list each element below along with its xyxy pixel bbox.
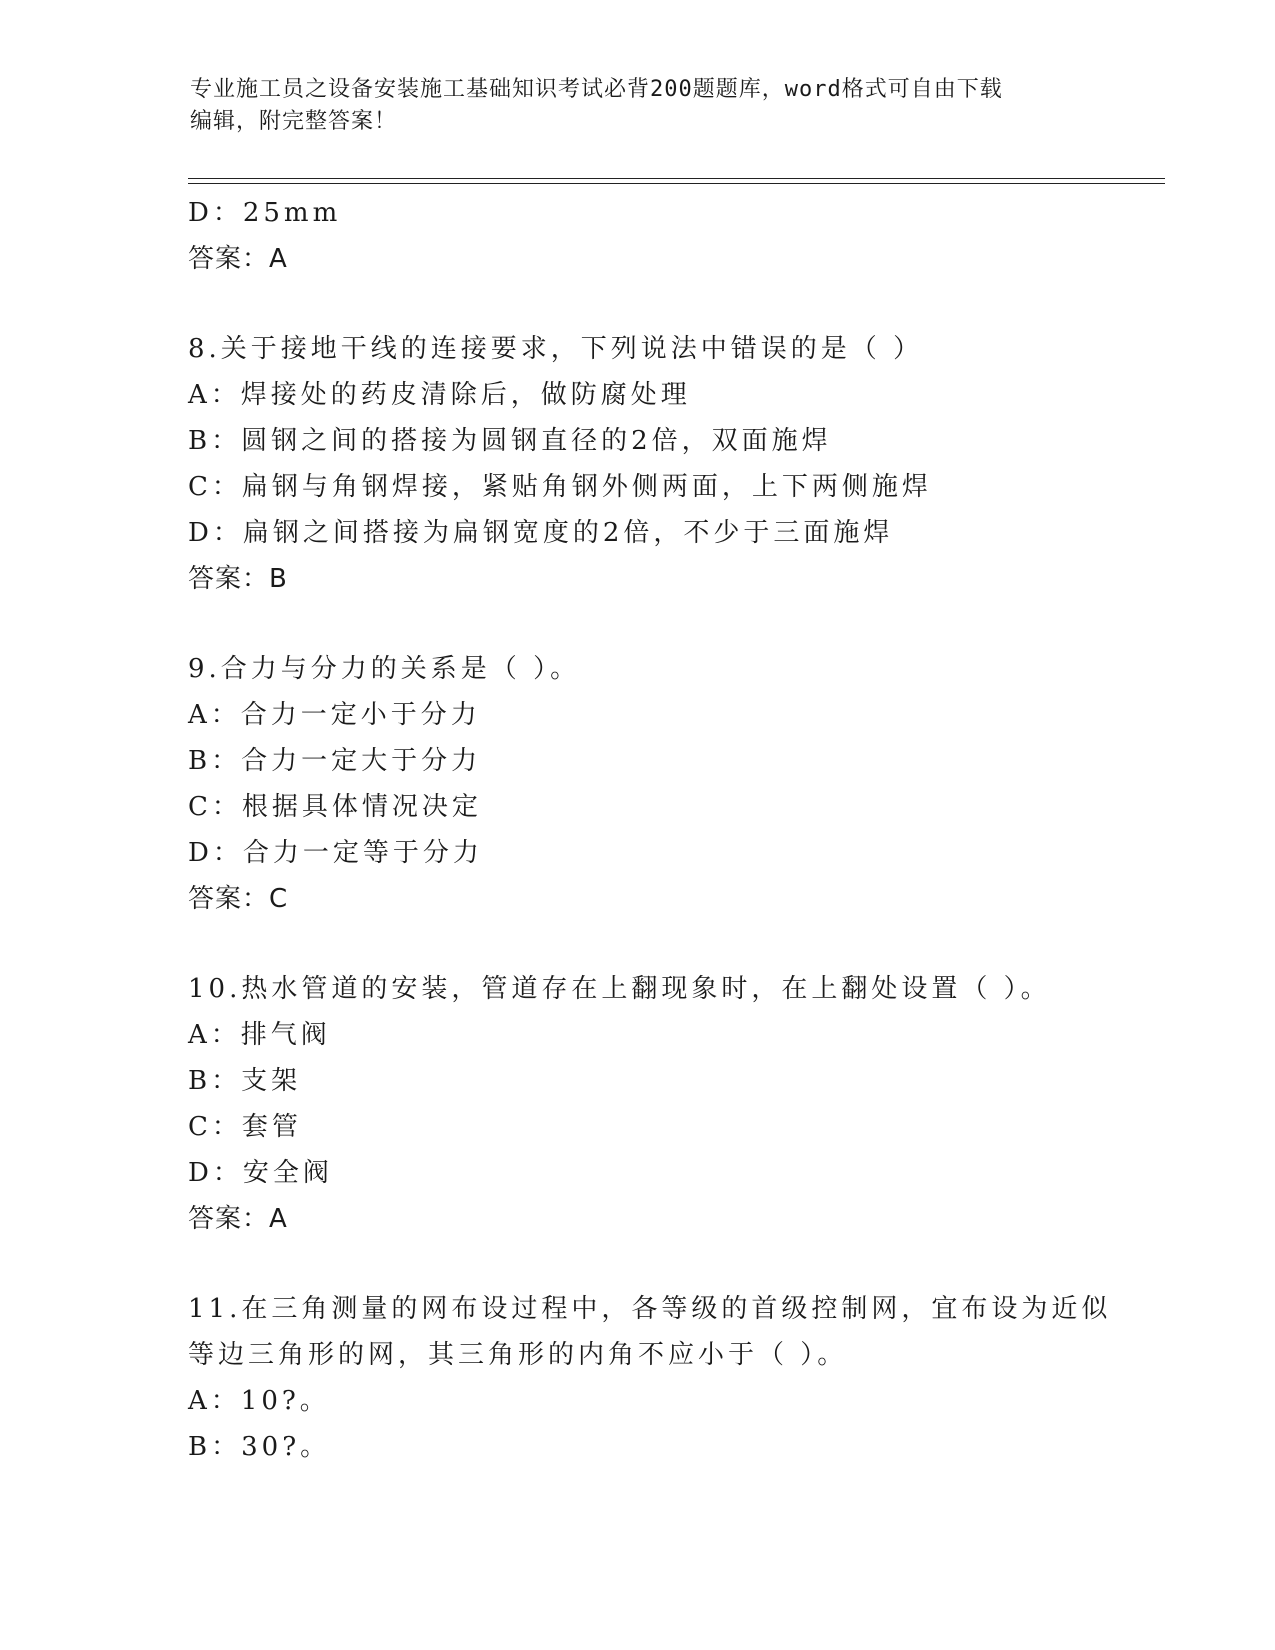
- option-c: C：扁钢与角钢焊接，紧贴角钢外侧两面，上下两侧施焊: [188, 472, 932, 502]
- page-header: [190, 74, 1090, 138]
- option-c: C：根据具体情况决定: [188, 792, 482, 822]
- header-title-line-1: 专业施工员之设备安装施工基础知识考试必背200题题库，word格式可自由下载: [190, 77, 1003, 102]
- header-divider-top: [188, 178, 1165, 179]
- option-a: A：焊接处的药皮清除后，做防腐处理: [188, 380, 691, 410]
- option-d: D：25mm: [188, 198, 342, 228]
- header-title-line-2: 编辑，附完整答案！: [190, 109, 398, 134]
- question-11: [188, 1286, 1168, 1470]
- question-7-tail: [188, 190, 1168, 282]
- option-a: A：合力一定小于分力: [188, 700, 481, 730]
- answer-line: 答案：A: [188, 1204, 288, 1234]
- question-10: [188, 966, 1168, 1242]
- question-8: [188, 326, 1168, 602]
- option-a: A：10?。: [188, 1386, 330, 1416]
- question-stem-line-2: 等边三角形的网，其三角形的内角不应小于（ ）。: [188, 1340, 848, 1370]
- option-d: D：安全阀: [188, 1158, 333, 1188]
- question-list: [188, 190, 1168, 1470]
- header-divider-bottom: [188, 183, 1165, 184]
- option-b: B：圆钢之间的搭接为圆钢直径的2倍，双面施焊: [188, 426, 832, 456]
- answer-line: 答案：C: [188, 884, 289, 914]
- answer-line: 答案：A: [188, 244, 288, 274]
- question-stem-line-1: 11.在三角测量的网布设过程中，各等级的首级控制网，宜布设为近似: [188, 1294, 1112, 1324]
- option-d: D：合力一定等于分力: [188, 838, 483, 868]
- option-b: B：30?。: [188, 1432, 331, 1462]
- option-b: B：合力一定大于分力: [188, 746, 482, 776]
- question-stem: 9.合力与分力的关系是（ ）。: [188, 654, 581, 684]
- question-9: [188, 646, 1168, 922]
- question-stem: 10.热水管道的安装，管道存在上翻现象时，在上翻处设置（ ）。: [188, 974, 1051, 1004]
- option-c: C：套管: [188, 1112, 302, 1142]
- question-stem: 8.关于接地干线的连接要求，下列说法中错误的是（ ）: [188, 334, 924, 364]
- option-a: A：排气阀: [188, 1020, 331, 1050]
- option-b: B：支架: [188, 1066, 302, 1096]
- option-d: D：扁钢之间搭接为扁钢宽度的2倍，不少于三面施焊: [188, 518, 894, 548]
- answer-line: 答案：B: [188, 564, 288, 594]
